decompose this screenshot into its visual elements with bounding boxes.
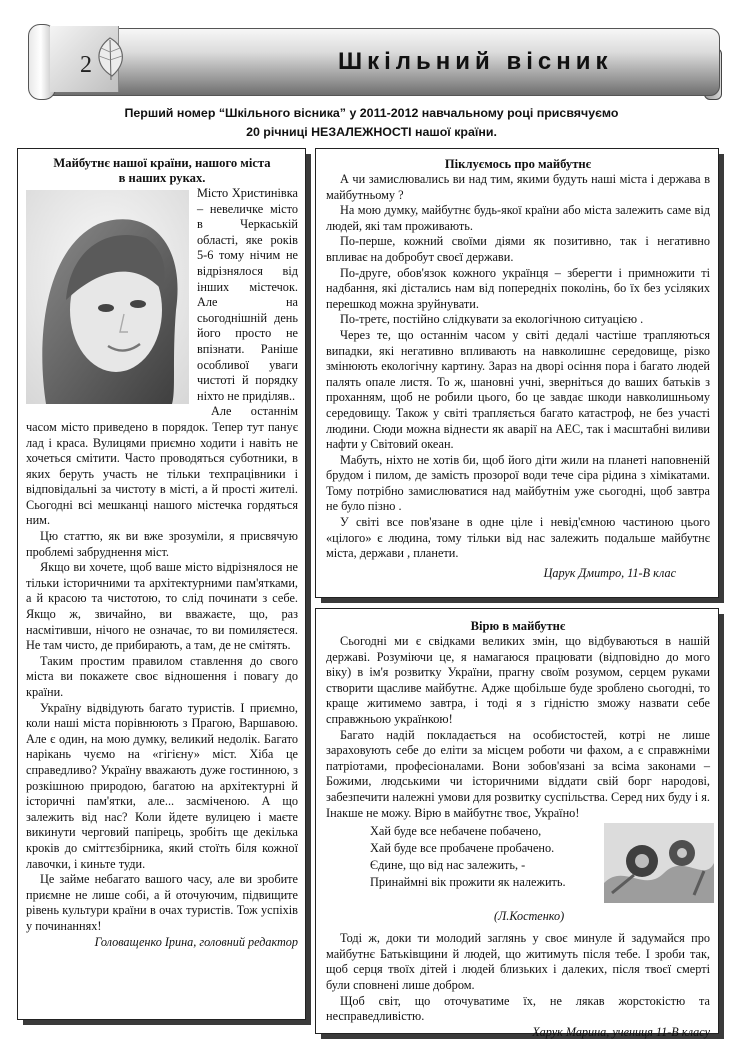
author-portrait-photo [26,190,189,404]
article-right-bottom [315,608,719,1039]
paragraph: А чи замислювались ви над тим, якими будуть наші міста і держава в майбутньому ? [326,172,710,202]
paragraph: Україну відвідують багато туристів. І приємно, коли наші міста порівнюють з Прагою, Варшавою. Але є один, на мою думку, великий недолік. Багато нарікань чуємо на «гігієну» міст. Хіба це справедливо? Україну вважають дуже гостинною, з розкішною природою, багатою на архітектурні й історичні пам'ятки, але... засміченою. А що залежить від нас? Коли йдете вулицею і маєте викинути черговий папірець, зробіть ще декілька кроків до сміттєзбірника, який стоїть біля кожної лавочки, і киньте туди. [26,700,298,871]
newspaper-title: Шкільний вісник [338,48,613,75]
leaf-icon [90,36,130,82]
poem-line: Єдине, що від нас залежить, - [370,858,526,873]
dedication-banner [0,104,743,142]
article-body [326,172,710,562]
article-title-line: в наших руках. [118,171,206,185]
paragraph: Сьогодні ми є свідками великих змін, що відбуваються в нашій державі. Розуміючи це, я намагаюся працювати (відповідно до мого віку) в ім'я розвитку України, прагну своїм розумом, серцем руками створити щасливе майбутнє. Адже щобільше буде зроблено сьогодні, то краще житимемо завтра, і тоді я з гідністю зможу назвати себе справжньою українкою! [326,634,710,726]
poem-line: Хай буде все пробачене пробачено. [370,841,555,856]
paragraph: Через те, що останнім часом у світі дедалі частіше трапляються випадки, які негативно впливають на навколишнє середовище, різко змінюють екологічну картину. Зараз на дворі осіння пора і багато людей палять опале листя. То ж, шановні учні, зверніться до ваших батьків з проханням, щоб не робили цього, бо це завдає шкоди навколишньому середовищу. Також у світі трапляється багато катастроф, не без участі людини. Сюди можна віднести як аварії на АЕС, так і масштабні виливи нафти у Світовий океан. [326,327,710,452]
flower-photo [604,823,714,903]
paragraph: По-перше, кожний своїми діями як позитивно, так і негативно впливає на добробут своєї держави. [326,234,710,264]
article-left [17,148,306,1020]
paragraph: Це займе небагато вашого часу, але ви зробите приємне не лише собі, а й оточуючим, підвищите рівень культури країни в очах туристів. Тож успіхів у починаннях! [26,872,298,933]
page-number: 2 [80,52,92,78]
article-signature: Харук Марина, учениця 11-В класу [532,1024,710,1039]
paragraph: Але останнім часом місто приведено в порядок. Тепер тут панує лад і краса. Вулицями приємно ходити і навіть не хочеться смітити. Часто проводяться суботники, в яких беруть участь не тільки техпрацівники і відповідальні за чистоту в місті, а й прості жителі. Сьогодні всі мешканці нашого містечка гордяться ним. [26,404,298,528]
article-body [326,634,710,821]
article-title: Піклуємось про майбутнє [444,157,592,171]
article-signature: Головащенко Ірина, головний редактор [94,934,298,949]
article-title: Вірю в майбутнє [470,619,566,633]
paragraph: Цю статтю, як ви вже зрозуміли, я присвячую проблемі забруднення міст. [26,529,298,559]
article-body [326,931,710,1025]
poem-line: Хай буде все небачене побачено, [370,824,542,839]
paragraph: Щоб світ, що оточуватиме їх, не лякав жорстокістю та несправедливістю. [326,993,710,1024]
paragraph: По-друге, обов'язок кожного українця – зберегти і примножити ті надбання, які дістались нам від попередніх поколінь, бо їх без усіляких перешкод можна зруйнувати. [326,265,710,311]
paragraph: На мою думку, майбутнє будь-якої країни або міста залежить саме від людей, які там проживають. [326,203,710,233]
article-body [26,186,298,935]
article-title [26,156,298,186]
paragraph: У світі все пов'язане в одне ціле і невід'ємною частиною цього «цілого» є людина, тому тільки від нас залежить подальше майбутнє міста, держави , планети. [326,515,710,561]
article-signature: Царук Дмитро, 11-В клас [543,565,676,580]
paragraph: Багато надій покладається на особистостей, котрі не лише зараховують себе до еліти за місцем роботи чи фахом, а є справжніми патріотами, професіоналами. Вони зобов'язані за всіма законами – Божими, людськими чи історичними віддати свій борг народові, забезпечити належні умови для розвитку суспільства. Серед них буду і я. Інакше не можу. Вірю в майбутнє твоє, Україно! [326,727,710,820]
poem-block [326,823,710,927]
poem [370,823,610,891]
masthead [28,24,722,98]
poem-line: Принаймні вік прожити як належить. [370,875,566,890]
poem-author: (Л.Костенко) [494,909,565,924]
paragraph: Тоді ж, доки ти молодий заглянь у своє минуле й задумайся про майбутнє Батьківщини й людей, що житимуть після тебе. І зроби так, щоб серця твоїх дітей і людей близьких і далеких, після твоєї смерті були сповнені лише добром. [326,931,710,992]
paragraph: Місто Христинівка – невеличке місто в Черкаській області, яке років 5-6 тому нічим не відрізнялося від інших містечок. Але на сьогоднішній день його просто не впізнати. Раніше особливої уваги чистоті й порядку ніхто не приділяв.. [197,186,298,403]
article-right-top [315,148,719,598]
article-title-line: Майбутнє нашої країни, нашого міста [53,156,271,170]
paragraph: По-третє, постійно слідкувати за екологічною ситуацією . [340,312,644,327]
paragraph: Мабуть, ніхто не хотів би, щоб його діти жили на планеті наповненій брудом і пилом, де замість прозорої води тече сіра рідина з хімікатами. Тому потрібно замислюватися над майбутнім уже сьогодні, щоб завтра не було пізно . [326,452,710,514]
dedication-line: Перший номер “Шкільного вісника” у 2011-2012 навчальному році присвячуємо [124,106,619,120]
dedication-line: 20 річниці НЕЗАЛЕЖНОСТІ нашої країни. [246,125,497,139]
paragraph: Якщо ви хочете, щоб ваше місто відрізнялося не тільки історичними та архітектурними пам'ятками, а й красою та чистотою, то слід починати з себе. Якщо ж, звичайно, ви вважаєте, що, раз насмітивши, нічого не означає, то ви помиляєтеся. Не там чисто, де прибирають, а там, де не смітять. [26,560,298,653]
paragraph: Таким простим правилом ставлення до свого міста ви покажете своє відношення і повагу до країни. [26,653,298,699]
page-number-tile [50,26,119,92]
